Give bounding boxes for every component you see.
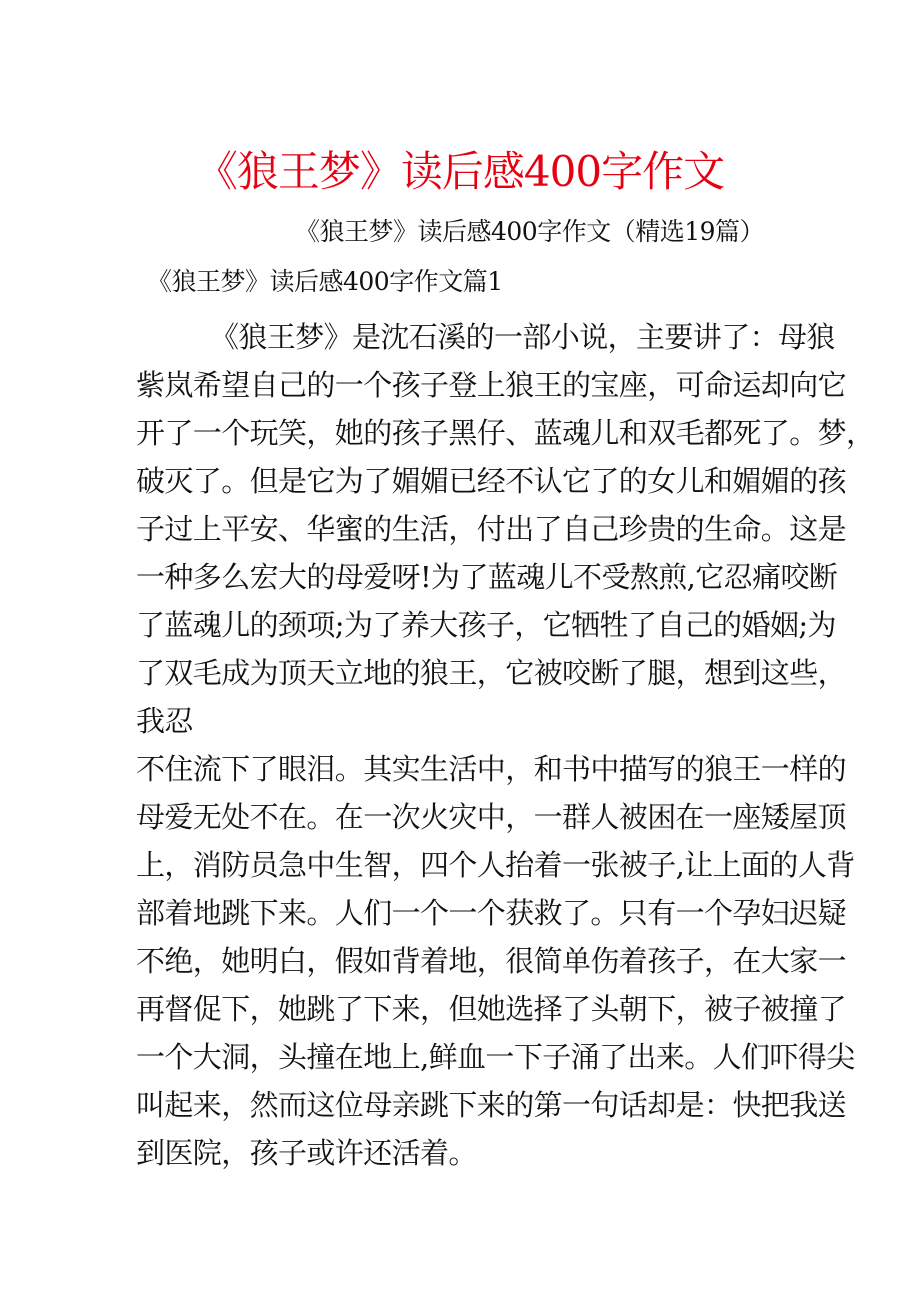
body-line: 一个大洞，头撞在地上,鲜血一下子涌了出来。人们吓得尖 — [136, 1040, 855, 1074]
body-line: 叫起来，然而这位母亲跳下来的第一句话却是：快把我送 — [136, 1088, 847, 1122]
body-line: 了双毛成为顶天立地的狼王，它被咬断了腿，想到这些， — [136, 656, 847, 690]
body-line: 子过上平安、华蜜的生活，付出了自己珍贵的生命。这是 — [136, 512, 847, 546]
body-line: 不住流下了眼泪。其实生活中，和书中描写的狼王一样的 — [136, 752, 847, 786]
body-line: 我忍 — [136, 704, 193, 738]
body-line: 母爱无处不在。在一次火灾中，一群人被困在一座矮屋顶 — [136, 800, 847, 834]
body-line: 再督促下，她跳了下来，但她选择了头朝下，被子被撞了 — [136, 992, 847, 1026]
body-line: 上，消防员急中生智，四个人抬着一张被子,让上面的人背 — [136, 848, 855, 882]
body-line: 了蓝魂儿的颈项;为了养大孩子，它牺牲了自己的婚姻;为 — [136, 608, 836, 642]
document-title: 《狼王梦》读后感400字作文 — [195, 147, 725, 196]
body-line: 一种多么宏大的母爱呀!为了蓝魂儿不受熬煎,它忍痛咬断 — [136, 560, 838, 594]
section-heading: 《狼王梦》读后感400字作文篇1 — [147, 267, 503, 296]
body-line: 破灭了。但是它为了媚媚已经不认它了的女儿和媚媚的孩 — [136, 464, 847, 498]
body-line: 开了一个玩笑，她的孩子黑仔、蓝魂儿和双毛都死了。梦， — [136, 416, 875, 450]
body-line: 不绝，她明白，假如背着地，很简单伤着孩子，在大家一 — [136, 944, 847, 978]
document-subtitle: 《狼王梦》读后感400字作文（精选19篇） — [295, 217, 765, 246]
body-line: 部着地跳下来。人们一个一个获救了。只有一个孕妇迟疑 — [136, 896, 847, 930]
body-line: 紫岚希望自己的一个孩子登上狼王的宝座，可命运却向它 — [136, 368, 847, 402]
body-line: 《狼王梦》是沈石溪的一部小说，主要讲了：母狼 — [210, 320, 835, 354]
body-line: 到医院，孩子或许还活着。 — [136, 1136, 477, 1170]
